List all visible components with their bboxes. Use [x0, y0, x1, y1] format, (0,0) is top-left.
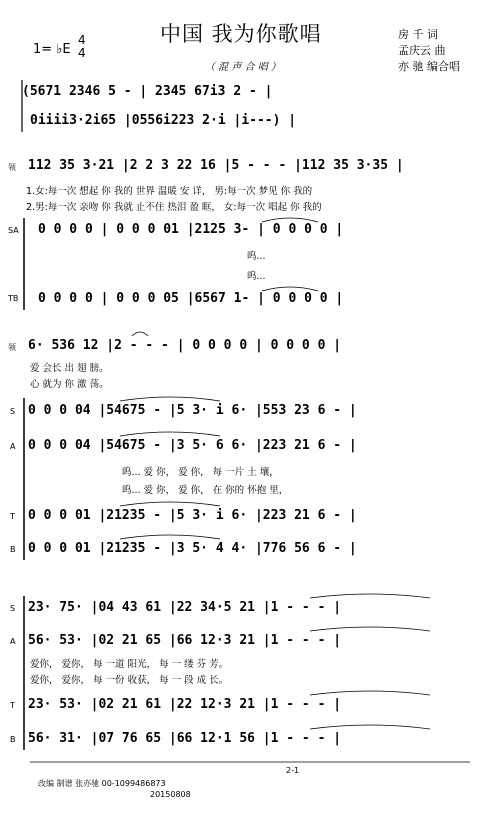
slur-bass-2	[310, 725, 430, 729]
lead-label: 领	[8, 163, 16, 172]
slur-tenor-2	[310, 691, 430, 695]
alto-label-2: A	[10, 637, 16, 646]
page-number: 2-1	[286, 766, 300, 775]
lead-lyric-verse-1: 1.女:每一次 想起 你 我的 世界 温暖 安 详， 男:每一次 梦见 你 我的	[26, 186, 313, 197]
alto-notes: 0 0 0 04 |54675 - |3 5· 6 6· |223 21 6 - |	[28, 438, 357, 453]
choir-lyric-4: 爱你， 爱你， 每 一份 收获， 每 一 段 成 长。	[30, 675, 229, 686]
lead-label-2: 领	[8, 343, 16, 352]
sa-lyric-2: 呜...	[247, 271, 266, 282]
tenor-label: T	[10, 512, 15, 521]
time-signature-top: 4	[78, 33, 86, 47]
soprano-label: S	[10, 407, 16, 416]
editor-credit: 改编 制谱 张亦驰 00-1099486873	[38, 779, 166, 788]
bass-label: B	[10, 545, 16, 554]
lead-melody-line: 112 35 3·21 |2 2 3 22 16 |5 - - - |112 35 3·35 |	[28, 158, 404, 173]
lead-lyric-verse-2: 2.男:每一次 亲吻 你 我就 止不住 热泪 盈 眶， 女:每一次 唱起 你 我的	[26, 202, 322, 213]
tenor-notes-2: 23· 53· |02 21 61 |22 12·3 21 |1 - - - |	[28, 697, 342, 712]
choir-lyric-3: 爱你， 爱你， 每 一道 阳光， 每 一 缕 芬 芳。	[30, 659, 229, 670]
sa-notes: 0 0 0 0 | 0 0 0 01 |2125 3- | 0 0 0 0 |	[38, 222, 344, 237]
composer: 孟庆云 曲	[398, 44, 446, 57]
intro-line-2: 0iiii3·2i65 |0556i223 2·i |i---) |	[30, 113, 297, 128]
lead-melody-line-2: 6· 536 12 |2 - - - | 0 0 0 0 | 0 0 0 0 |	[28, 338, 342, 353]
intro-line-1: (5671 2346 5 - | 2345 67i3 2 - |	[22, 84, 273, 99]
tenor-notes: 0 0 0 01 |21235 - |5 3· i 6· |223 21 6 - |	[28, 508, 357, 523]
sa-lyric-1: 呜...	[247, 251, 266, 262]
choir-lyric-2: 呜... 爱 你， 爱 你， 在 你的 怀抱 里，	[122, 485, 289, 496]
key-signature: 1= ♭E	[33, 42, 71, 57]
sa-label: SA	[8, 226, 19, 235]
page-title: 中国 我为你歌唱	[160, 22, 322, 46]
slur-alto	[120, 432, 220, 436]
tb-notes: 0 0 0 0 | 0 0 0 05 |6567 1- | 0 0 0 0 |	[38, 291, 344, 306]
bass-label-2: B	[10, 735, 16, 744]
slur-soprano	[120, 397, 220, 401]
time-signature-bottom: 4	[78, 46, 86, 60]
choir-lyric-1: 呜... 爱 你， 爱 你， 每 一片 土 壤，	[122, 467, 279, 478]
bass-notes: 0 0 0 01 |21235 - |3 5· 4 4· |776 56 6 - |	[28, 541, 357, 556]
bass-notes-2: 56· 31· |07 76 65 |66 12·1 56 |1 - - - |	[28, 731, 342, 746]
alto-label: A	[10, 442, 16, 451]
lead-lyric-2-verse-2: 心 就为 你 激 荡。	[30, 379, 109, 390]
slur-lead	[132, 332, 148, 336]
lyricist: 房 千 词	[398, 28, 438, 41]
alto-notes-2: 56· 53· |02 21 65 |66 12·3 21 |1 - - - |	[28, 633, 342, 648]
slur-alto-2	[310, 627, 430, 631]
slur-soprano-2	[310, 594, 430, 598]
arranger: 亦 驰 编合唱	[398, 60, 460, 73]
slur-tenor	[120, 502, 220, 506]
slur-bass	[120, 535, 220, 539]
subtitle: （ 混 声 合 唱 ）	[205, 62, 281, 73]
tenor-label-2: T	[10, 701, 15, 710]
tb-label: TB	[8, 294, 19, 303]
soprano-label-2: S	[10, 604, 16, 613]
date-stamp: 20150808	[150, 790, 191, 799]
soprano-notes: 0 0 0 04 |54675 - |5 3· i 6· |553 23 6 - |	[28, 403, 357, 418]
soprano-notes-2: 23· 75· |04 43 61 |22 34·5 21 |1 - - - |	[28, 600, 342, 615]
lead-lyric-2-verse-1: 爱 会长 出 翅 膀。	[30, 363, 109, 374]
